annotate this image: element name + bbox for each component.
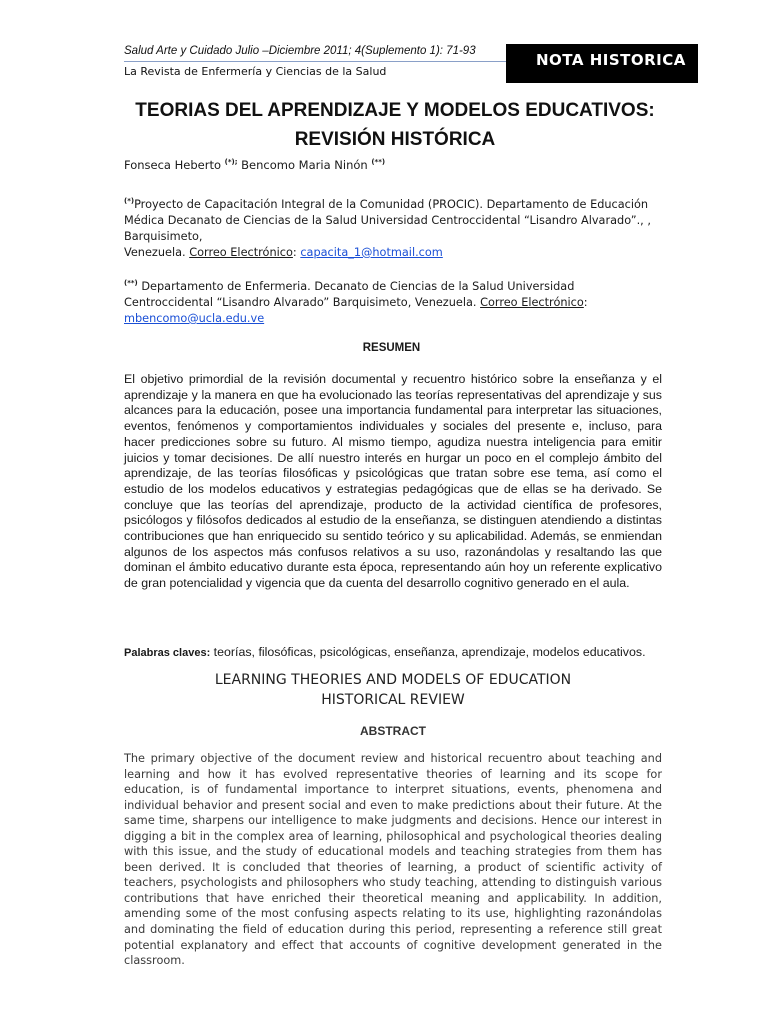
abstract-heading: ABSTRACT (360, 724, 426, 738)
email-link-1[interactable]: capacita_1@hotmail.com (300, 245, 443, 259)
english-title (124, 670, 662, 710)
affiliation-1-mark: (*) (124, 197, 135, 205)
affiliation-1: (*)Proyecto de Capacitación Integral de la Comunidad (PROCIC). Departamento de Educación Médica Decanato de Ciencias de la Salud Universidad Centroccidental “Lisandro Alvarado”., , Barquisimeto, Venezuela. Correo Electrónico: capacita_1@hotmail.com (124, 197, 651, 259)
english-title-line-2: HISTORICAL REVIEW (321, 692, 465, 708)
author-1-mark: (*); (224, 158, 238, 167)
email-label-2: Correo Electrónico (480, 295, 584, 309)
email-label-1: Correo Electrónico (189, 245, 293, 259)
email-link-2[interactable]: mbencomo@ucla.edu.ve (124, 311, 265, 325)
journal-citation: Salud Arte y Cuidado Julio –Diciembre 2011; 4(Suplemento 1): 71-93 (124, 45, 476, 57)
author-2: Bencomo Maria Ninón (237, 158, 368, 172)
keywords-label: Palabras claves: (124, 647, 211, 659)
resumen-body: El objetivo primordial de la revisión documental y recuentro histórico sobre la enseñanza y el aprendizaje y la manera en que ha evolucionado las teorías representativas del aprendizaje y sus alcances para la educación, posee una importancia fundamental para interpretar las situaciones, eventos, fenómenos y comportamientos individuales y sociales del presente e, incluso, para hacer predicciones sobre su futuro. Al mismo tiempo, agudiza nuestra inteligencia para emitir juicios y tomar decisiones. De allí nuestro interés en hurgar un poco en el complejo ámbito del aprendizaje, de las teorías filosóficas y psicológicas que tratan sobre ese tema, así como el estudio de los modelos educativos y estrategias pedagógicas que de ellas se ha derivado. Se concluye que las teorías del aprendizaje, producto de la actividad científica de profesores, psicólogos y filósofos dedicados al estudio de la enseñanza, se distinguen atendiendo a distintas contribuciones que han enriquecido su sentido teórico y su aplicabilidad. Además, se enmiendan algunos de los aspectos más confusos relativos a su uso, razonándolas y resaltando las que dominan el ámbito educativo durante esta época, representando aún hoy un referente explicativo de gran potencialidad y vigencia que da cuenta del desarrollo cognitivo generado en el aula. (124, 372, 662, 591)
affiliation-2-mark: (**) (124, 279, 138, 287)
affiliation-2: (**) Departamento de Enfermeria. Decanato de Ciencias de la Salud Universidad Centroccidental “Lisandro Alvarado” Barquisimeto, Venezuela. Correo Electrónico: mbencomo@ucla.edu.ve (124, 279, 588, 325)
title-line-1: TEORIAS DEL APRENDIZAJE Y MODELOS EDUCATIVOS: (135, 100, 655, 121)
affiliation-1-text: Proyecto de Capacitación Integral de la Comunidad (PROCIC). Departamento de Educación Médica Decanato de Ciencias de la Salud Universidad Centroccidental “Lisandro Alvarado”., , Barquisimeto, (124, 197, 651, 243)
article-title (100, 96, 690, 154)
english-title-line-1: LEARNING THEORIES AND MODELS OF EDUCATION (214, 672, 572, 688)
affiliation-2-text: Departamento de Enfermeria. Decanato de Ciencias de la Salud Universidad Centroccidental “Lisandro Alvarado” Barquisimeto, Venezuela. (124, 279, 575, 309)
author-list (124, 158, 385, 172)
section-badge: NOTA HISTORICA (506, 44, 698, 83)
author-1: Fonseca Heberto (124, 158, 221, 172)
resumen-heading: RESUMEN (362, 342, 421, 354)
journal-subtitle: La Revista de Enfermería y Ciencias de la Salud (124, 65, 387, 78)
abstract-body: The primary objective of the document review and historical recuentro about teaching and learning and how it has evolved representative theories of learning and its scope for education, is of fundamental importance to interpret situations, events, phenomena and individual behavior and present social and even to make predictions about their future. At the same time, sharpens our intelligence to make judgments and decisions. Hence our interest in digging a bit in the complex area of learning, philosophical and psychological theories dealing with this issue, and the study of educational models and teaching strategies from them has been derived. It is concluded that theories of learning, a product of scientific activity of teachers, psychologists and philosophers who study teaching, attending to distinguish various contributions that have enriched their theoretical meaning and applicability. In addition, amending some of the most confusing aspects relating to its use, highlighting razonándolas and dominating the field of education during this period, representing a reference still great potential explanatory and effect that accounts of cognitive development generated in the classroom. (124, 752, 662, 968)
keywords (124, 645, 664, 659)
keywords-list: teorías, filosóficas, psicológicas, enseñanza, aprendizaje, modelos educativos. (210, 645, 646, 659)
affiliation-1-country: Venezuela. (124, 245, 186, 259)
title-line-2: REVISIÓN HISTÓRICA (294, 129, 496, 150)
author-2-mark: (**) (371, 158, 386, 167)
